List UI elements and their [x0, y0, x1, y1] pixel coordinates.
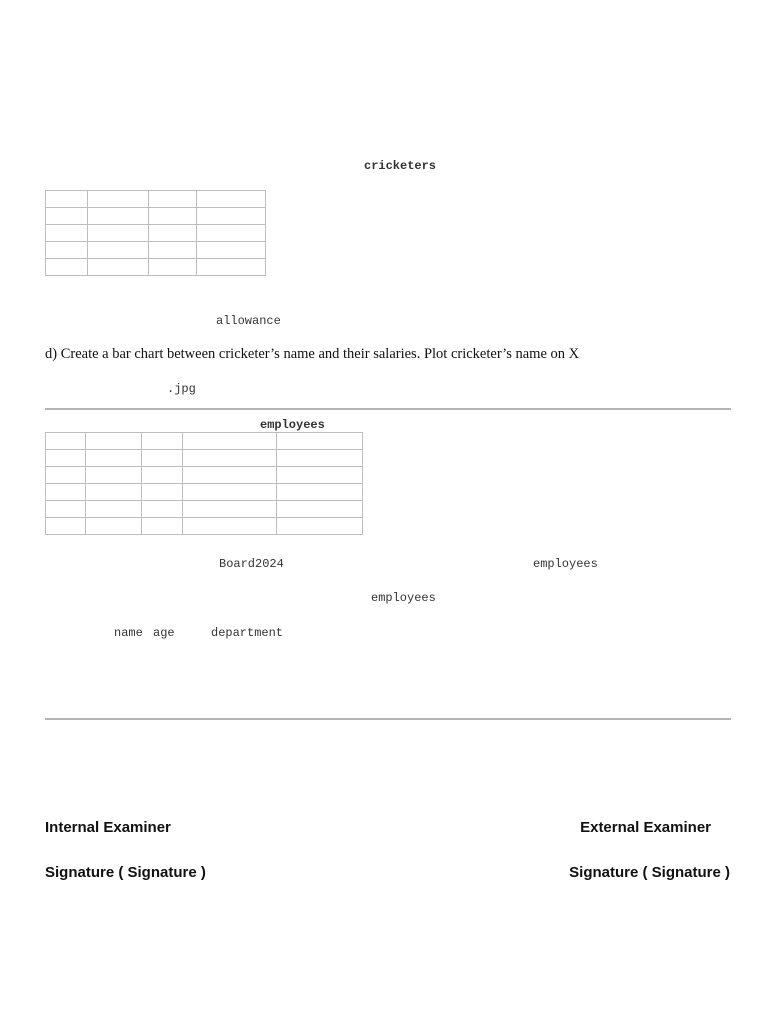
internal-examiner-label: Internal Examiner: [45, 819, 171, 836]
section-divider: [45, 408, 731, 410]
allowance-column-label: allowance: [216, 314, 281, 328]
table-row: [46, 242, 266, 259]
table-row: [46, 208, 266, 225]
column-name-label: name: [114, 626, 143, 640]
database-name-label: Board2024: [219, 557, 284, 571]
employees-reference-1: employees: [533, 557, 598, 571]
external-signature-label: Signature ( Signature ): [569, 864, 730, 881]
table-row: [46, 484, 363, 501]
question-d-text: d) Create a bar chart between cricketer’s name and their salaries. Plot cricketer’s name on X: [45, 346, 580, 362]
table-row: [46, 225, 266, 242]
table-row: [46, 501, 363, 518]
table-row: [46, 450, 363, 467]
section-divider: [45, 718, 731, 720]
cricketers-table: [45, 190, 266, 276]
table-row: [46, 259, 266, 276]
table-row: [46, 433, 363, 450]
table-row: [46, 191, 266, 208]
employees-table-title: employees: [260, 418, 325, 432]
internal-signature-label: Signature ( Signature ): [45, 864, 206, 881]
table-row: [46, 518, 363, 535]
cricketers-table-title: cricketers: [364, 159, 437, 173]
external-examiner-label: External Examiner: [580, 819, 711, 836]
column-department-label: department: [211, 626, 284, 640]
employees-table: [45, 432, 363, 535]
employees-reference-2: employees: [371, 591, 436, 605]
column-age-label: age: [153, 626, 175, 640]
jpg-extension-label: .jpg: [167, 382, 196, 396]
table-row: [46, 467, 363, 484]
